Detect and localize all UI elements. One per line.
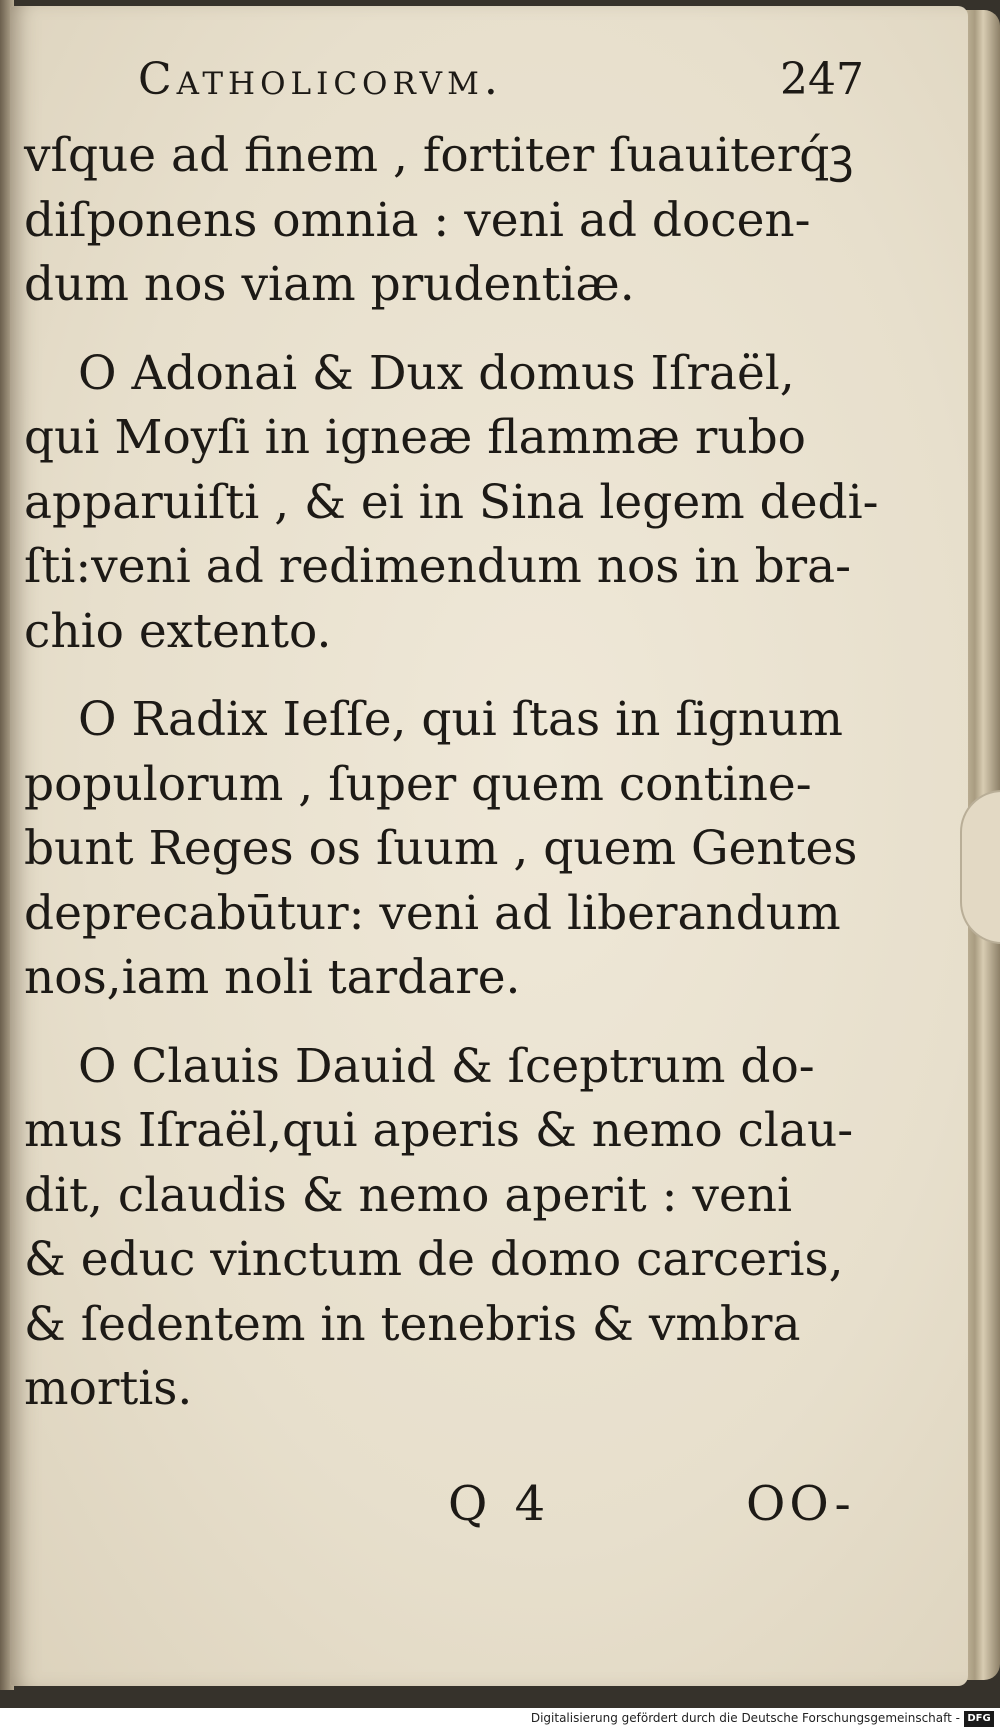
text-line: populorum , ſuper quem contine- xyxy=(24,756,812,812)
text-line: & ſedentem in tenebris & vmbra xyxy=(24,1296,801,1352)
text-line: dum nos viam prudentiæ. xyxy=(24,257,635,312)
text-line: ſti:veni ad redimendum nos in bra- xyxy=(24,539,852,594)
text-line: bunt Reges os ſuum , quem Gentes xyxy=(24,821,858,876)
page-footer xyxy=(10,1476,968,1546)
text-line: nos,iam noli tardare. xyxy=(24,950,521,1005)
page-clip-mark xyxy=(960,790,1000,944)
page-number: 247 xyxy=(780,54,864,105)
text-block xyxy=(24,124,904,1446)
credit-bar xyxy=(0,1708,1000,1730)
signature-mark: Q 4 xyxy=(448,1476,552,1532)
dfg-logo-icon: DFG xyxy=(964,1711,994,1727)
book-page xyxy=(10,6,968,1686)
text-line: dit, claudis & nemo aperit : veni xyxy=(24,1167,793,1223)
text-line: O Clauis Dauid & ſceptrum do- xyxy=(78,1038,815,1094)
credit-text: Digitalisierung gefördert durch die Deutsche Forschungsgemeinschaft - xyxy=(530,1711,960,1725)
text-line: qui Moyſi in igneæ flammæ rubo xyxy=(24,410,806,465)
text-line: & educ vinctum de domo carceris, xyxy=(24,1232,844,1287)
page-header xyxy=(10,54,968,114)
running-head: Catholicorvm. xyxy=(138,54,503,105)
catchword: OO- xyxy=(746,1476,855,1532)
text-line: deprecabūtur: veni ad liberandum xyxy=(24,885,841,941)
paragraph-3 xyxy=(24,688,904,1011)
paragraph-1 xyxy=(24,124,904,318)
text-line: diſponens omnia : veni ad docen- xyxy=(24,192,811,248)
text-line: mus Iſraël,qui aperis & nemo clau- xyxy=(24,1103,854,1158)
text-line: O Radix Ieſſe, qui ſtas in ſignum xyxy=(78,692,843,747)
text-line: vſque ad finem , fortiter ſuauiterq́ꝫ xyxy=(24,128,854,183)
paragraph-2 xyxy=(24,342,904,665)
text-line: chio extento. xyxy=(24,603,332,659)
text-line: O Adonai & Dux domus Iſraël, xyxy=(78,345,795,401)
text-line: mortis. xyxy=(24,1361,193,1416)
text-line: apparuiſti , & ei in Sina legem dedi- xyxy=(24,474,879,530)
paragraph-4 xyxy=(24,1035,904,1422)
